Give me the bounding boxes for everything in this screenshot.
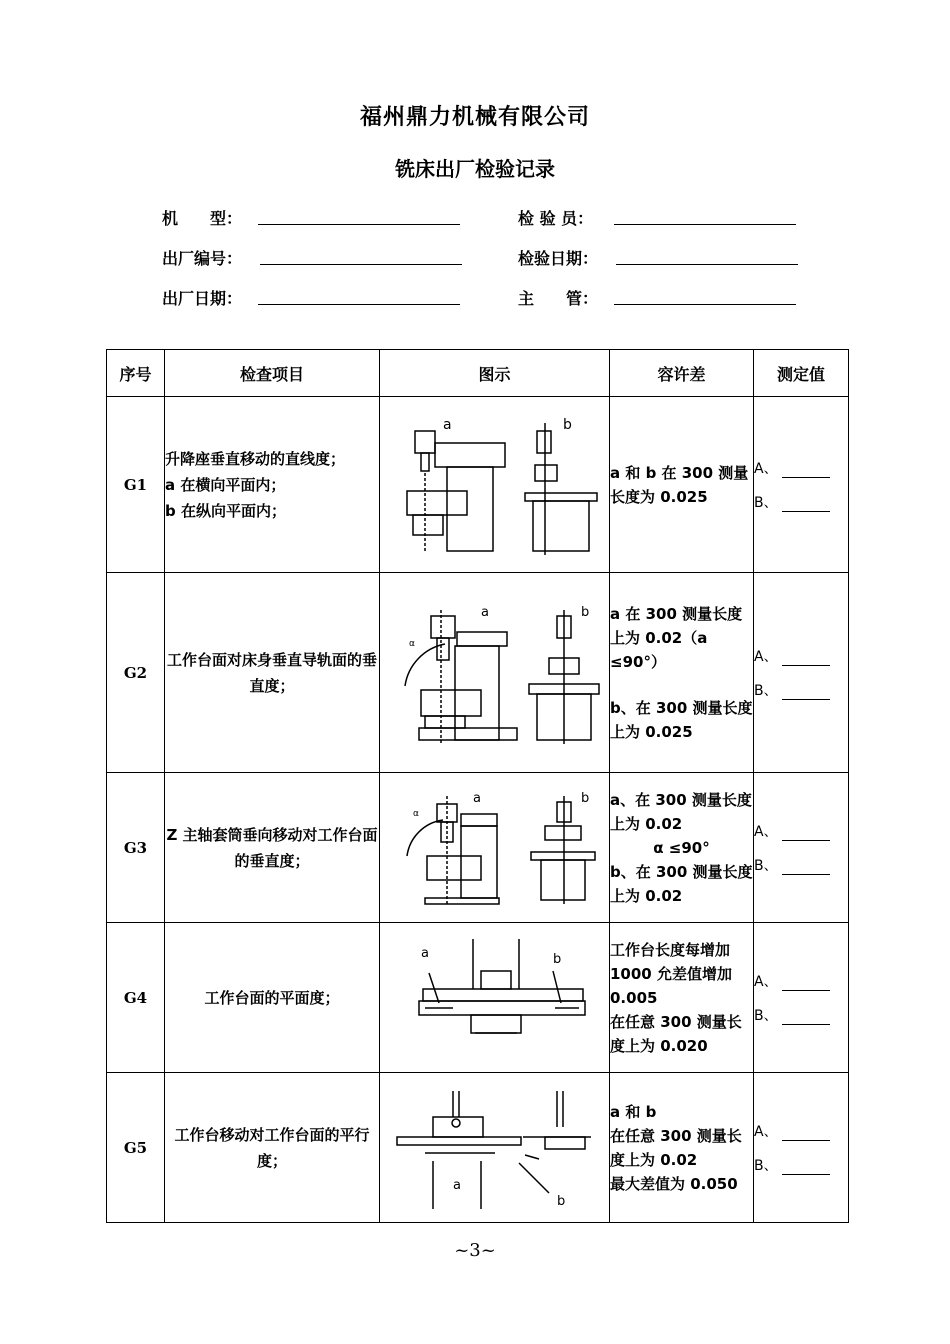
measured-cell[interactable] [754, 573, 849, 773]
field-supervisor-label: 主 管： [518, 289, 599, 308]
field-model-blank[interactable] [258, 224, 460, 225]
figure-cell [380, 1073, 610, 1223]
measured-a-label: A、 [754, 648, 778, 665]
measured-b-blank[interactable] [782, 687, 830, 700]
tolerance-line: a 和 b [610, 1102, 657, 1121]
tolerance-line: 最大差值为 0.050 [610, 1174, 738, 1193]
table-row [107, 923, 849, 1073]
measured-b-label: B、 [754, 494, 778, 511]
table-header-row [107, 350, 849, 397]
measured-a[interactable] [754, 821, 848, 841]
inspection-table [106, 349, 849, 1223]
tolerance-cell [610, 923, 754, 1073]
figure-label: α [408, 638, 415, 649]
check-item [165, 397, 380, 573]
check-item-line: b 在纵向平面内； [165, 501, 286, 520]
field-serial [162, 246, 242, 269]
tolerance-line: a、在 300 测量长度上为 0.02 [610, 790, 752, 833]
measured-a-blank[interactable] [782, 653, 830, 666]
tolerance-cell [610, 1073, 754, 1223]
table-row [107, 1073, 849, 1223]
table-parallelism-diagram [385, 1081, 605, 1211]
check-item [165, 1073, 380, 1223]
check-item-line: a 在横向平面内； [165, 475, 286, 494]
field-inspector-blank[interactable] [614, 224, 796, 225]
field-inspector [518, 206, 593, 229]
tolerance-line: a 和 b 在 300 测量长度为 0.025 [610, 463, 749, 506]
field-ship-date [162, 286, 242, 309]
figure-label: b [580, 604, 589, 620]
measured-b-label: B、 [754, 857, 778, 874]
measured-b-label: B、 [754, 1007, 778, 1024]
figure-label: a [472, 790, 481, 806]
measured-a-label: A、 [754, 973, 778, 990]
table-row [107, 773, 849, 923]
measured-a-blank[interactable] [782, 465, 830, 478]
field-inspect-date-label: 检验日期： [518, 249, 599, 268]
measured-b-blank[interactable] [782, 499, 830, 512]
row-id: G2 [107, 573, 165, 773]
measured-a-blank[interactable] [782, 978, 830, 991]
measured-b-blank[interactable] [782, 1012, 830, 1025]
measured-cell[interactable] [754, 397, 849, 573]
field-ship-date-label: 出厂日期： [162, 289, 243, 308]
measured-b[interactable] [754, 492, 848, 512]
tolerance-line: a 在 300 测量长度上为 0.02（a ≤90°） [610, 604, 743, 671]
measured-b[interactable] [754, 1005, 848, 1025]
check-item-line: 工作台移动对工作台面的平行度； [174, 1125, 370, 1170]
measured-b[interactable] [754, 1155, 848, 1175]
figure-label: α [412, 808, 419, 819]
header-item: 检查项目 [165, 350, 380, 397]
check-item [165, 923, 380, 1073]
measured-a-blank[interactable] [782, 1128, 830, 1141]
page-number: ~3~ [454, 1240, 496, 1261]
table-row [107, 573, 849, 773]
row-id: G4 [107, 923, 165, 1073]
measured-a[interactable] [754, 458, 848, 478]
check-item [165, 773, 380, 923]
field-inspect-date-blank[interactable] [616, 264, 798, 265]
tolerance-line: 工作台长度每增加 1000 允差值增加 0.005 [610, 940, 732, 1007]
field-inspect-date [518, 246, 598, 269]
field-ship-date-blank[interactable] [258, 304, 460, 305]
tolerance-cell [610, 773, 754, 923]
measured-a-label: A、 [754, 1123, 778, 1140]
measured-cell[interactable] [754, 923, 849, 1073]
check-item-line: Z 主轴套筒垂向移动对工作台面的垂直度； [166, 825, 378, 870]
tolerance-cell [610, 573, 754, 773]
measured-cell[interactable] [754, 1073, 849, 1223]
tolerance-line: b、在 300 测量长度上为 0.025 [610, 698, 753, 741]
field-supervisor [518, 286, 598, 309]
figure-label: b [556, 1193, 565, 1209]
row-id: G1 [107, 397, 165, 573]
tolerance-line: b、在 300 测量长度上为 0.02 [610, 862, 753, 905]
figure-cell [380, 573, 610, 773]
measured-b[interactable] [754, 680, 848, 700]
company-name: 福州鼎力机械有限公司 [359, 105, 590, 130]
field-serial-blank[interactable] [260, 264, 462, 265]
check-item-line: 工作台面对床身垂直导轨面的垂直度； [166, 650, 377, 695]
milling-machine-diagram [385, 403, 605, 563]
figure-label: a [480, 604, 489, 620]
measured-b-label: B、 [754, 682, 778, 699]
row-id: G3 [107, 773, 165, 923]
measured-b-blank[interactable] [782, 862, 830, 875]
check-item-line: 升降座垂直移动的直线度； [165, 449, 346, 468]
field-supervisor-blank[interactable] [614, 304, 796, 305]
field-model [162, 206, 242, 229]
check-item [165, 573, 380, 773]
field-serial-label: 出厂编号： [162, 249, 243, 268]
measured-a-label: A、 [754, 460, 778, 477]
figure-cell [380, 397, 610, 573]
field-model-label: 机 型： [162, 209, 243, 228]
figure-cell [380, 773, 610, 923]
measured-b-blank[interactable] [782, 1162, 830, 1175]
check-item-line: 工作台面的平面度； [204, 988, 340, 1007]
measured-b[interactable] [754, 855, 848, 875]
measured-a[interactable] [754, 646, 848, 666]
table-row [107, 397, 849, 573]
tolerance-line: 在任意 300 测量长度上为 0.02 [610, 1126, 742, 1169]
measured-a[interactable] [754, 1121, 848, 1141]
figure-cell [380, 923, 610, 1073]
tolerance-line: 在任意 300 测量长度上为 0.020 [610, 1012, 742, 1055]
tolerance-cell [610, 397, 754, 573]
document-title: 铣床出厂检验记录 [395, 157, 555, 181]
milling-machine-diagram [385, 596, 605, 746]
figure-label: a [420, 945, 429, 961]
tolerance-line: α ≤90° [653, 838, 710, 857]
header-measured: 测定值 [754, 350, 849, 397]
measured-a-label: A、 [754, 823, 778, 840]
header-seq: 序号 [107, 350, 165, 397]
measured-b-label: B、 [754, 1157, 778, 1174]
header-figure: 图示 [380, 350, 610, 397]
measured-a-blank[interactable] [782, 828, 830, 841]
header-tolerance: 容许差 [610, 350, 754, 397]
figure-label: a [452, 1177, 461, 1193]
row-id: G5 [107, 1073, 165, 1223]
figure-label: a [442, 416, 452, 433]
measured-cell[interactable] [754, 773, 849, 923]
table-flatness-diagram [385, 931, 605, 1061]
figure-label: b [562, 416, 572, 433]
figure-label: b [580, 790, 589, 806]
field-inspector-label: 检 验 员： [518, 209, 594, 228]
measured-a[interactable] [754, 971, 848, 991]
figure-label: b [552, 951, 561, 967]
milling-machine-diagram [385, 786, 605, 906]
